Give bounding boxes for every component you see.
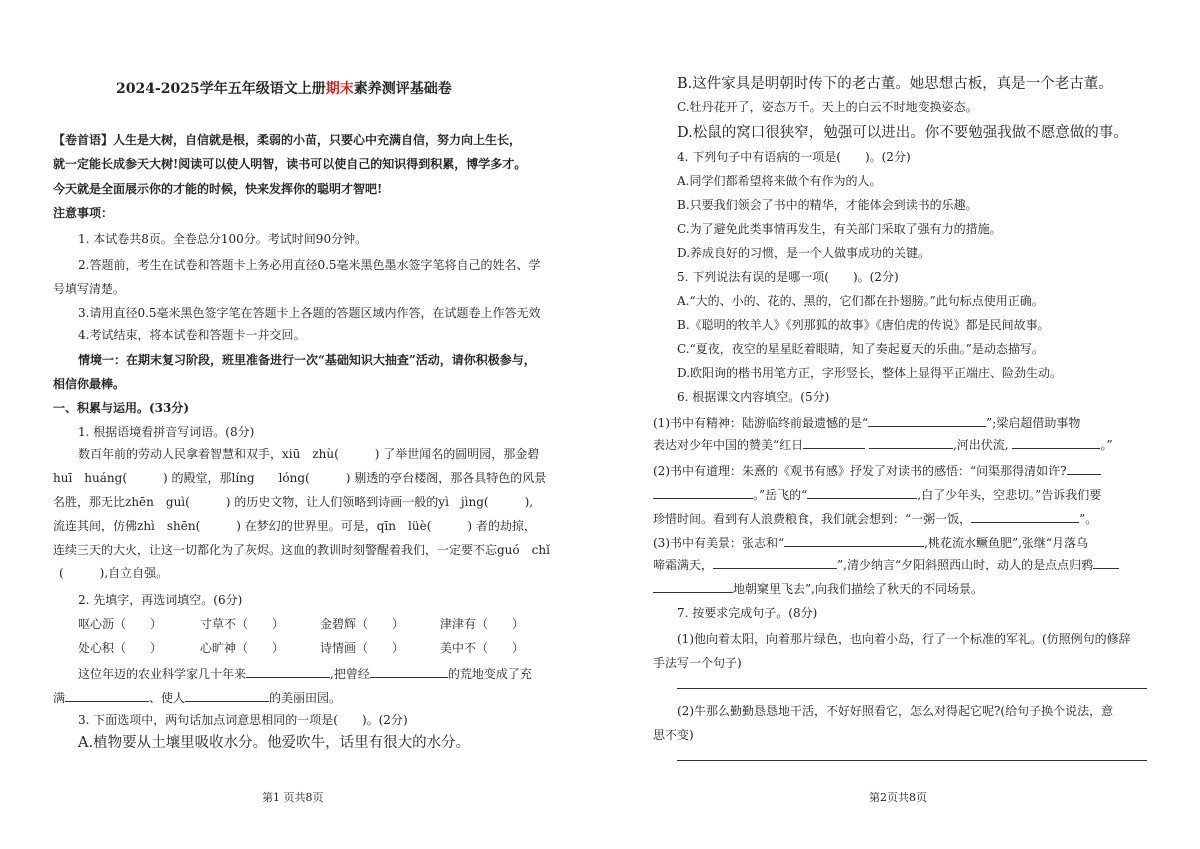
notice-line-5: 4.考试结束，将本试卷和答题卡一并交回。: [78, 328, 306, 342]
exam-title: [116, 81, 452, 97]
q6-1-text-e: 。”: [1100, 438, 1113, 452]
q4-option-c: C.为了避免此类事情再发生，有关部门采取了强有力的措施。: [677, 222, 1002, 236]
q6-2-line-1: [653, 461, 1101, 479]
q2-item-5: 处心积（ ）: [78, 641, 163, 655]
q6-3-text-d: ”,清少纳言“夕阳斜照西山时，动人的是点点归鸦: [837, 558, 1094, 572]
q3-heading: 3. 下面选项中，两句话加点词意思相同的一项是( )。(2分): [78, 713, 408, 727]
q6-blank-12[interactable]: [653, 579, 733, 593]
q7-2-line-1: (2)牛那么勤勤恳恳地干活，不好好照看它，怎么对得起它呢?(给句子换个说法，意: [677, 704, 1114, 718]
q6-blank-10[interactable]: [713, 555, 837, 569]
q6-1-text-c: 表达对少年中国的赞美“红日: [653, 438, 804, 452]
q6-2-line-2: [653, 485, 1101, 503]
q7-heading: 7. 按要求完成句子。(8分): [677, 606, 818, 620]
q6-blank-6[interactable]: [653, 485, 753, 499]
q6-2-text-e: ”。: [1079, 512, 1098, 526]
q7-1-answer-line[interactable]: [677, 688, 1147, 689]
title-prefix: 2024-2025学年五年级语文上册: [116, 81, 326, 97]
q2-s1-text-c: 的荒地变成了充: [447, 667, 532, 681]
q6-blank-11[interactable]: [1093, 555, 1119, 569]
q3-option-d: D.松鼠的窝口很狭窄，勉强可以进出。你不要勉强我做不愿意做的事。: [677, 125, 1128, 141]
q1-line-4: 流连其间，仿佛zhì shēn( ) 在梦幻的世界里。可是，qīn lüè( ) 者的劫掠，: [53, 519, 536, 533]
q7-2-answer-line[interactable]: [677, 760, 1147, 761]
q6-blank-9[interactable]: [784, 533, 924, 547]
q6-1-text-d: ,河出伏流,: [952, 438, 1009, 452]
exam-page-2: [600, 0, 1200, 849]
q6-1-line-1: [653, 413, 1080, 431]
q1-heading: 1. 根据语境看拼音写词语。(8分): [78, 425, 255, 439]
q7-1-line-1: (1)他向着太阳，向着那片绿色，也向着小岛，行了一个标准的军礼。(仿照例句的修辞: [677, 632, 1131, 646]
q2-item-1: 呕心沥（ ）: [78, 617, 163, 631]
title-suffix: 素养测评基础卷: [353, 81, 452, 97]
q2-item-3: 金碧辉（ ）: [320, 617, 405, 631]
q3-option-c: C.牡丹花开了，姿态万千。天上的白云不时地变换姿态。: [677, 100, 978, 114]
q6-3-line-3: [653, 579, 983, 597]
q2-blank-2[interactable]: [370, 664, 448, 678]
notice-line-4: 3.请用直径0.5毫米黑色签字笔在答题卡上各题的答题区域内作答，在试题卷上作答无效: [78, 306, 541, 320]
q7-2-line-2: 思不变): [653, 728, 694, 742]
q4-option-a: A.同学们都希望将来做个有作为的人。: [677, 174, 882, 188]
q2-s2-text-c: 的美丽田园。: [269, 691, 342, 705]
q6-blank-7[interactable]: [807, 485, 917, 499]
q7-1-line-2: 手法写一个句子): [653, 656, 742, 670]
q2-s2-text-b: 、使人: [149, 691, 186, 705]
motto-line-2: 就一定能长成参天大树!阅读可以使人明智，读书可以使自己的知识得到积累，博学多才。: [53, 157, 527, 171]
q2-sentence-1: [78, 664, 532, 682]
q2-blank-4[interactable]: [185, 688, 269, 702]
q2-s1-text-a: 这位年迈的农业科学家几十年来: [78, 667, 247, 681]
page-1-footer: 第1 页共8页: [262, 791, 324, 804]
q6-3-text-b: ,桃花流水鳜鱼肥”,张继“月落乌: [924, 536, 1089, 550]
q1-line-5: 连续三天的大火，让这一切都化为了灰烬。这血的教训时刻警醒着我们，一定要不忘guó chǐ: [53, 543, 550, 557]
q1-line-2: huī huáng( ) 的殿堂，那líng lóng( ) 剔透的亭台楼阁，那各具特色的风景: [53, 471, 547, 485]
q4-heading: 4. 下列句子中有语病的一项是( )。(2分): [677, 150, 911, 164]
notice-line-3: 号填写清楚。: [53, 282, 126, 296]
q5-option-d: D.欧阳询的楷书用笔方正，字形竖长，整体上显得平正端庄、险劲生动。: [677, 366, 1063, 380]
q5-option-b: B.《聪明的牧羊人》《列那狐的故事》《唐伯虎的传说》都是民间故事。: [677, 318, 1050, 332]
title-highlight: 期末: [325, 81, 354, 97]
q6-2-text-d: 珍惜时间。看到有人浪费粮食，我们就会想到：“一粥一饭，: [653, 512, 972, 526]
q5-heading: 5. 下列说法有误的是哪一项( )。(2分): [677, 270, 899, 284]
q6-blank-4[interactable]: [1012, 435, 1100, 449]
q1-line-3: 名胜，那无比zhēn guì( ) 的历史文物，让人们领略到诗画一般的yì jìng( ),: [53, 495, 534, 509]
q6-3-text-a: (3)书中有美景：张志和“: [653, 536, 785, 550]
q6-blank-3[interactable]: [869, 435, 953, 449]
q6-heading: 6. 根据课文内容填空。(5分): [677, 390, 830, 404]
q6-3-text-c: 啼霜满天，: [653, 558, 714, 572]
q2-item-8: 美中不（ ）: [440, 641, 525, 655]
q2-item-7: 诗情画（ ）: [320, 641, 405, 655]
q2-item-4: 津津有（ ）: [440, 617, 525, 631]
notice-heading: 注意事项：: [53, 206, 114, 220]
q2-item-2: 寸草不（ ）: [200, 617, 285, 631]
q6-1-text-a: (1)书中有精神：陆游临终前最遗憾的是“: [653, 416, 869, 430]
q5-option-c: C.“夏夜，夜空的星星眨着眼睛，知了奏起夏天的乐曲。”是动态描写。: [677, 342, 1044, 356]
q6-1-line-2: [653, 435, 1113, 453]
q6-blank-1[interactable]: [868, 413, 986, 427]
q2-sentence-2: [53, 688, 341, 706]
q6-2-text-b: 。”岳飞的“: [753, 488, 808, 502]
q6-blank-5[interactable]: [1067, 461, 1101, 475]
q6-3-text-e: 地朝窠里飞去”,向我们描绘了秋天的不同场景。: [733, 582, 983, 596]
q1-line-1: 数百年前的劳动人民拿着智慧和双手，xiū zhù( ) 了举世闻名的圆明园，那金碧: [78, 447, 540, 461]
q5-option-a: A.“大的、小的、花的、黑的，它们都在扑翅膀。”此句标点使用正确。: [677, 294, 1044, 308]
q6-2-line-3: [653, 509, 1097, 527]
q6-blank-2[interactable]: [803, 435, 865, 449]
motto-line-3: 今天就是全面展示你的才能的时候，快来发挥你的聪明才智吧!: [53, 182, 383, 196]
q2-item-6: 心旷神（ ）: [200, 641, 285, 655]
q6-2-text-a: (2)书中有道理：朱熹的《观书有感》抒发了对读书的感悟：“问渠那得清如许?: [653, 464, 1067, 478]
scenario-line-1: 情境一：在期末复习阶段，班里准备进行一次“基础知识大抽查”活动，请你积极参与，: [78, 353, 536, 367]
q4-option-d: D.养成良好的习惯，是一个人做事成功的关键。: [677, 246, 931, 260]
page-2-footer: 第2页共8页: [869, 791, 927, 804]
q2-s2-text-a: 满: [53, 691, 66, 705]
motto-line-1: 【卷首语】人生是大树，自信就是根，柔弱的小苗，只要心中充满自信，努力向上生长，: [53, 133, 522, 147]
q6-3-line-2: [653, 555, 1119, 573]
q6-blank-8[interactable]: [971, 509, 1079, 523]
q2-blank-1[interactable]: [246, 664, 330, 678]
notice-line-1: 1. 本试卷共8页。全卷总分100分。考试时间90分钟。: [78, 232, 368, 246]
q1-line-6: ( ),自立自强。: [59, 566, 169, 580]
q2-s1-text-b: ,把曾经: [330, 667, 370, 681]
scenario-line-2: 相信你最棒。: [53, 377, 126, 391]
q2-blank-3[interactable]: [65, 688, 149, 702]
section-1-heading: 一、积累与运用。(33分): [53, 401, 190, 415]
q2-heading: 2. 先填字，再选词填空。(6分): [78, 593, 243, 607]
q6-2-text-c: ,白了少年头，空悲切。”告诉我们要: [917, 488, 1102, 502]
q4-option-b: B.只要我们领会了书中的精华，才能体会到读书的乐趣。: [677, 198, 978, 212]
q6-1-text-b: ”;梁启超借助事物: [986, 416, 1081, 430]
q3-option-a: A.植物要从土壤里吸收水分。他爱吹牛，话里有很大的水分。: [78, 735, 471, 751]
q3-option-b: B.这件家具是明朝时传下的老古董。她思想古板，真是一个老古董。: [677, 76, 1113, 92]
q6-3-line-1: [653, 533, 1088, 551]
notice-line-2: 2.答题前，考生在试卷和答题卡上务必用直径0.5毫米黑色墨水签字笔将自己的姓名、学: [78, 258, 541, 272]
